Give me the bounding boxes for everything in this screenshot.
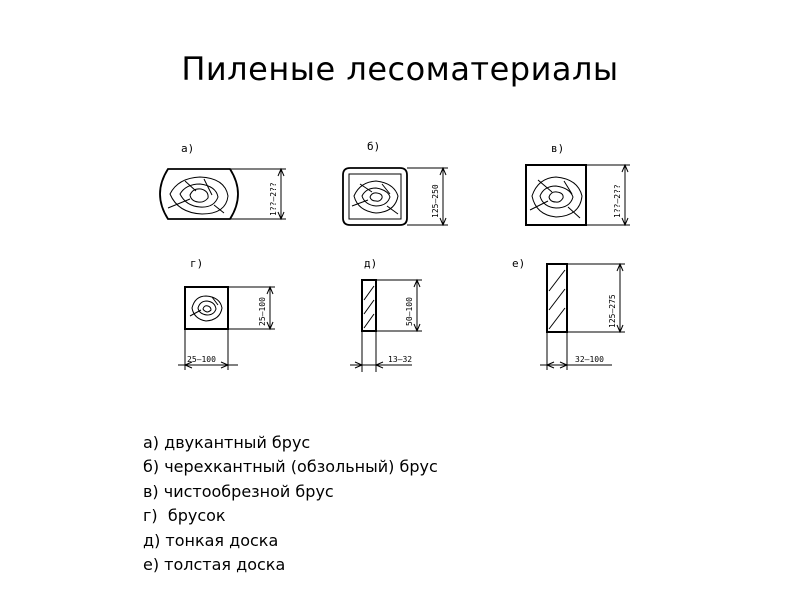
- dim-width-d: 25–100: [187, 355, 216, 364]
- dim-height-c: 1??–2??: [613, 184, 622, 218]
- figure-label-b: б): [367, 140, 381, 153]
- legend-item: д) тонкая доска: [143, 530, 279, 550]
- dim-height-d: 25–100: [258, 297, 267, 326]
- slide-title: Пиленые лесоматериалы: [181, 50, 619, 88]
- figure-two-sided-beam: [160, 142, 286, 219]
- figure-thin-board: [350, 257, 422, 372]
- legend-item: б) черехкантный (обзольный) брус: [143, 457, 438, 477]
- legend-item: г) брусок: [143, 506, 226, 526]
- legend-item: е) толстая доска: [143, 555, 286, 575]
- figure-bar: [178, 257, 275, 370]
- dim-height-a: 1??–2??: [269, 182, 278, 216]
- figure-label-f: е): [512, 257, 526, 270]
- legend-list: [143, 431, 438, 577]
- legend-item: а) двукантный брус: [143, 433, 311, 452]
- figure-clean-edged-beam: [526, 142, 630, 225]
- dim-height-b: 125–250: [431, 184, 440, 218]
- dim-width-e: 13–32: [388, 355, 413, 364]
- figure-four-sided-beam: [343, 140, 448, 225]
- dim-height-f: 125–275: [608, 294, 617, 328]
- figure-thick-board: [512, 257, 625, 370]
- dim-width-f: 32–100: [575, 355, 604, 364]
- legend-item: в) чистообрезной брус: [143, 481, 334, 501]
- figure-label-a: а): [181, 142, 195, 155]
- figure-label-d: г): [190, 257, 204, 270]
- figure-label-e: д): [364, 257, 378, 270]
- figure-label-c: в): [551, 142, 565, 155]
- dim-height-e: 50–100: [405, 297, 414, 326]
